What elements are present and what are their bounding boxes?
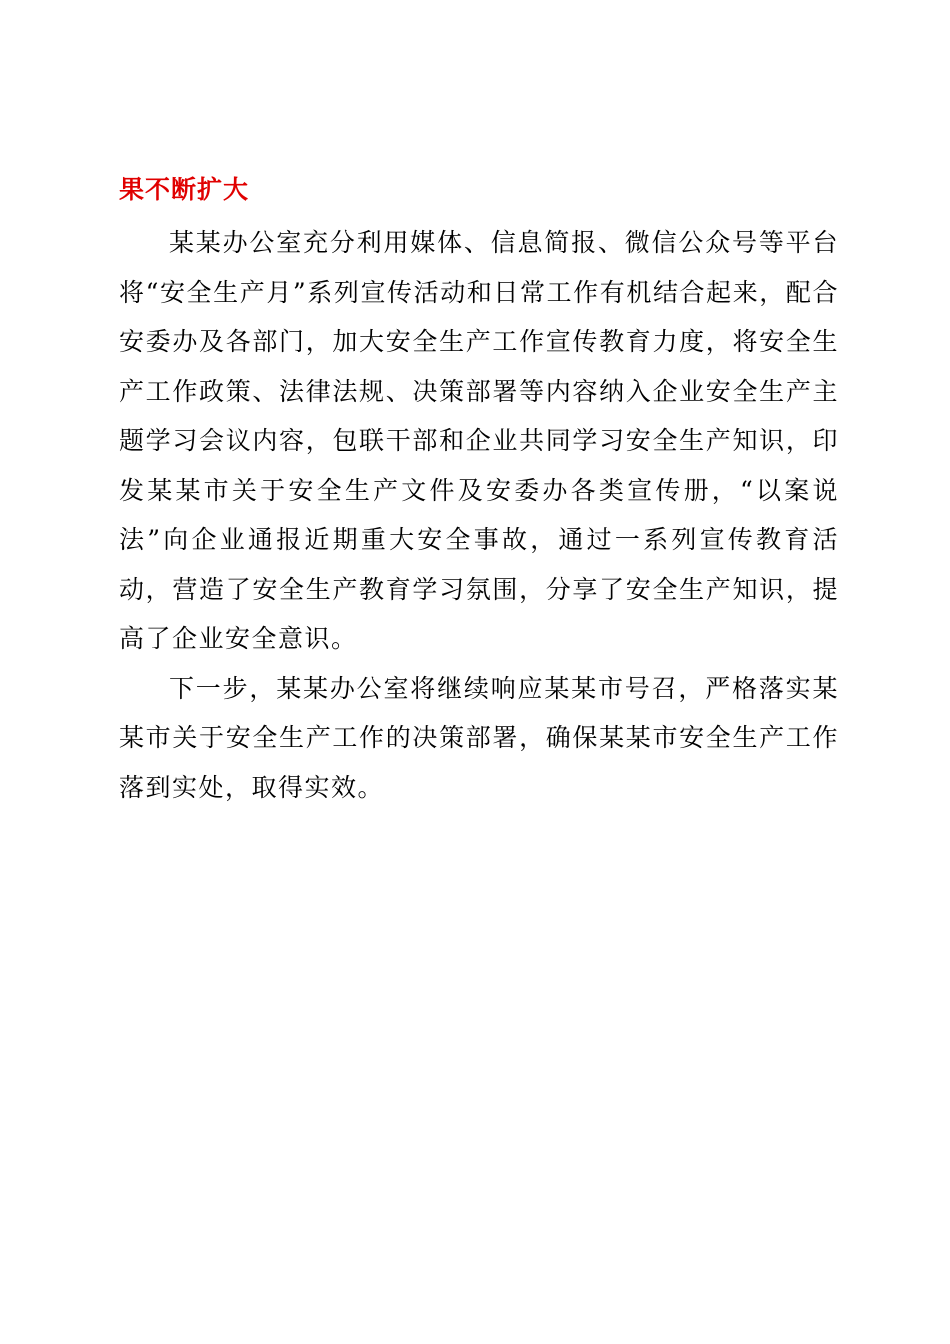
- paragraph-next-steps: 下一步，某某办公室将继续响应某某市号召，严格落实某某市关于安全生产工作的决策部署，确保某某市安全生产工作落到实处，取得实效。: [119, 673, 839, 802]
- section-heading: 果不断扩大: [119, 175, 250, 204]
- paragraph-publicity: 某某办公室充分利用媒体、信息简报、微信公众号等平台将“安全生产月”系列宣传活动和日常工作有机结合起来，配合安委办及各部门，加大安全生产工作宣传教育力度，将安全生产工作政策、法律法规、决策部署等内容纳入企业安全生产主题学习会议内容，包联干部和企业共同学习安全生产知识，印发某某市关于安全生产文件及安委办各类宣传册，“以案说法”向企业通报近期重大安全事故，通过一系列宣传教育活动，营造了安全生产教育学习氛围，分享了安全生产知识，提高了企业安全意识。: [119, 228, 839, 653]
- document-body: [119, 172, 839, 812]
